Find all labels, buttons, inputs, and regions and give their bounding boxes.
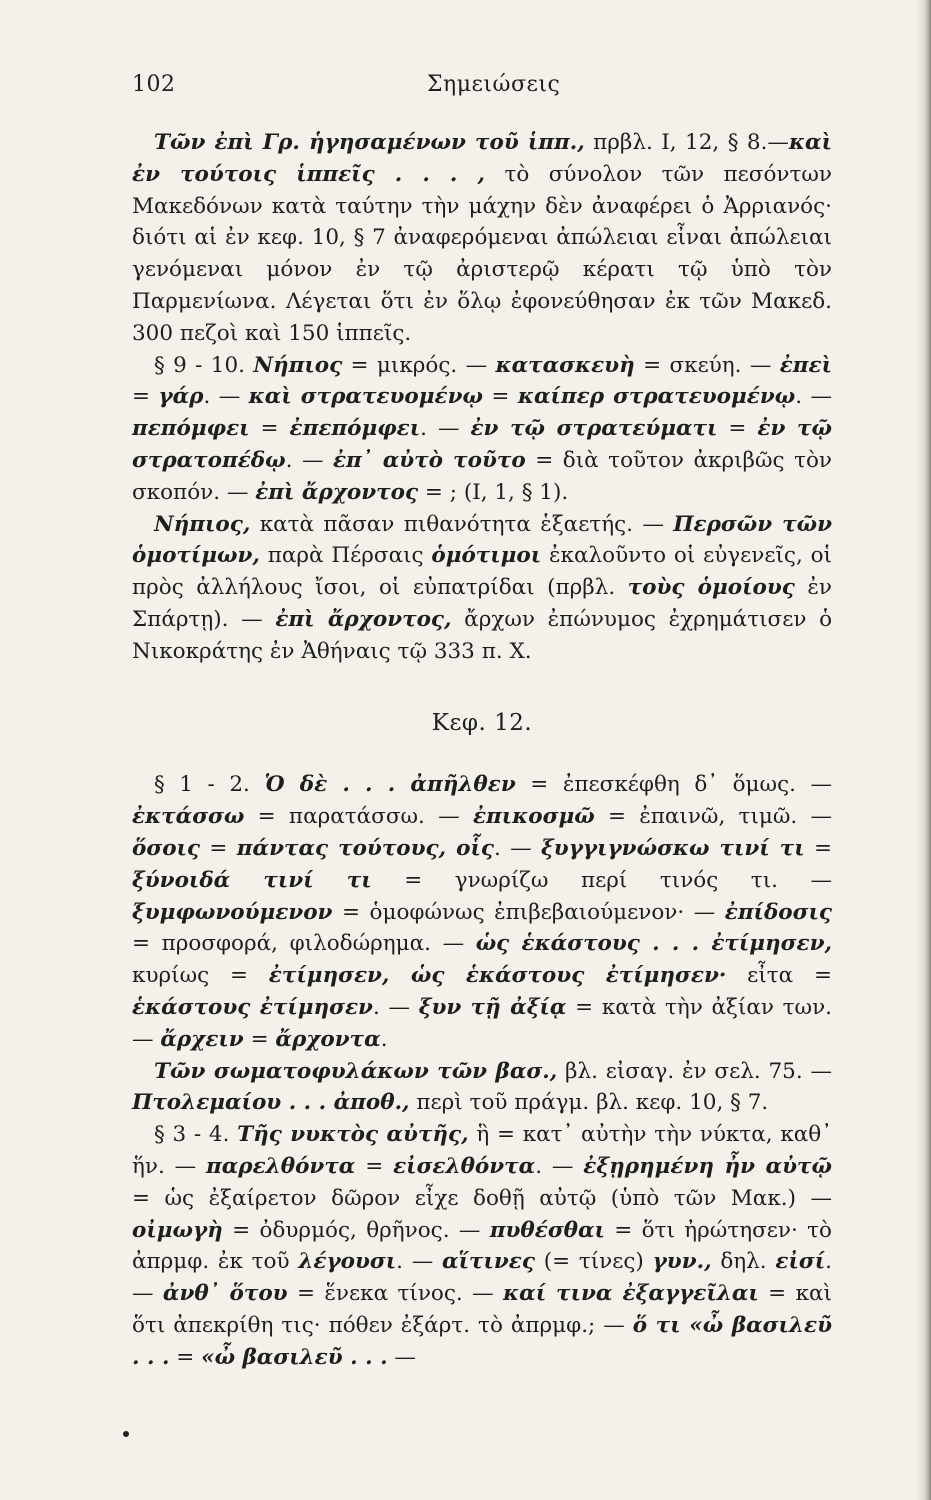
note-text: = bbox=[132, 384, 159, 410]
lemma-term: εἰσελθόντα bbox=[393, 1153, 536, 1179]
note-text: = καὶ ὅτι ἀπεκρίθη τις· πόθεν ἐξάρτ. τὸ ἀπρμφ.; — bbox=[132, 1281, 832, 1338]
note-text: = bbox=[482, 384, 518, 410]
lemma-term: καίπερ στρατευομένῳ bbox=[517, 384, 796, 410]
lemma-term: ἄρχειν bbox=[160, 1026, 244, 1052]
note-text: . — bbox=[203, 384, 249, 410]
lemma-term: ἑκάστους ἐτίμησεν bbox=[132, 994, 373, 1020]
lemma-term: ὅσοις bbox=[132, 835, 201, 861]
lemma-term: εἰσί bbox=[775, 1249, 826, 1275]
lemma-term: ξυμφωνούμενον bbox=[132, 899, 333, 925]
lemma-term: Νήπιος, bbox=[154, 511, 251, 537]
note-text: = ἐπεσκέφθη δ᾿ ὅμως. — bbox=[515, 772, 832, 798]
note-text: . — bbox=[285, 447, 333, 473]
note-text: § 1 - 2. bbox=[154, 772, 265, 798]
note-text: εἶτα = bbox=[726, 963, 832, 989]
note-text: = ; (I, 1, § 1). bbox=[418, 479, 569, 505]
note-text: . — bbox=[535, 1153, 584, 1179]
lemma-term: ἐπὶ ἄρχοντος, bbox=[275, 606, 452, 632]
note-text: . bbox=[380, 1026, 388, 1052]
lemma-term: ξυγγιγνώσκω τινί τι bbox=[541, 835, 805, 861]
lemma-term: Περσῶν τῶν ὁμοτίμων, bbox=[132, 511, 833, 569]
lemma-term: «ὦ βασιλεῦ . . . bbox=[201, 1344, 388, 1370]
note-text: = ὀδυρμός, θρῆνος. — bbox=[222, 1217, 490, 1243]
note-text: — bbox=[387, 1344, 416, 1370]
note-text: ἣ = κατ᾿ αὐτὴν τὴν νύκτα, καθ᾿ ἥν. — bbox=[132, 1122, 833, 1179]
note-text: = bbox=[804, 835, 832, 861]
lemma-term: καὶ στρατευομένῳ bbox=[248, 384, 483, 410]
lemma-term: ἐπεὶ bbox=[779, 352, 832, 378]
lemma-term: πεπόμφει bbox=[132, 416, 250, 442]
note-text: τὸ σύνολον τῶν πεσόντων Μακεδόνων κατὰ ταύτην τὴν μάχην δὲν ἀναφέρει ὁ Ἀρριανός· διότι αἱ ἐν κεφ. 10, § 7 ἀναφερόμεναι ἀπώλειαι εἶναι ἀπώλειαι γενόμεναι μόνον ἐν τῷ ἀριστερῷ κέρατι τῷ ὑπὸ τὸν Παρμενίωνα. Λέγεται ὅτι ἐν ὅλῳ ἐφονεύθησαν ἐκ τῶν Μακεδ. 300 πεζοὶ καὶ 150 ἱππεῖς. bbox=[132, 161, 832, 346]
note-text: = προσφορά, φιλοδώρημα. — bbox=[132, 931, 476, 957]
page-edge bbox=[917, 0, 931, 1500]
lemma-term: Τῆς νυκτὸς αὐτῆς, bbox=[237, 1122, 469, 1148]
note-text: = ὁμοφώνως ἐπιβεβαιούμενον· — bbox=[332, 899, 725, 925]
lemma-term: Νήπιος bbox=[253, 352, 343, 378]
note-text: παρὰ Πέρσαις bbox=[259, 543, 432, 569]
note-text: = διὰ τοῦτον ἀκριβῶς τὸν σκοπόν. — bbox=[132, 447, 832, 505]
lemma-term: Πτολεμαίου . . . ἀποθ., bbox=[132, 1090, 410, 1116]
notes-body bbox=[132, 127, 832, 1373]
note-paragraph bbox=[132, 769, 832, 1055]
ink-dot bbox=[123, 1431, 129, 1437]
note-text: . — bbox=[795, 384, 832, 410]
note-text: = ὅτι ἠρώτησεν· τὸ ἀπρμφ. ἐκ τοῦ bbox=[132, 1217, 832, 1275]
note-text: = bbox=[717, 416, 758, 442]
note-text: . — bbox=[493, 835, 542, 861]
lemma-term: γυν., bbox=[652, 1249, 712, 1275]
note-text: = bbox=[243, 1026, 276, 1052]
note-text: = μικρός. — bbox=[342, 352, 496, 378]
note-text: § 9 - 10. bbox=[154, 352, 254, 378]
page-header bbox=[132, 72, 832, 104]
note-text: = ἐπαινῶ, τιμῶ. — bbox=[594, 804, 832, 830]
lemma-term: οἰμωγὴ bbox=[132, 1217, 223, 1243]
note-text: = bbox=[249, 416, 290, 442]
lemma-term: ἐπ᾿ αὐτὸ τοῦτο bbox=[332, 447, 526, 473]
note-text: πρβλ. I, 12, § 8.— bbox=[584, 130, 789, 155]
note-text: = γνωρίζω περί τινός τι. — bbox=[371, 867, 833, 893]
note-paragraph bbox=[132, 1056, 832, 1120]
note-paragraph bbox=[132, 350, 832, 509]
lemma-term: ἐτίμησεν, ὡς ἑκάστους ἐτίμησεν· bbox=[268, 963, 727, 989]
lemma-term: ἐκτάσσω bbox=[132, 804, 245, 830]
note-text: . — bbox=[132, 1249, 832, 1307]
lemma-term: Τῶν ἐπὶ Γρ. ἡγησαμένων τοῦ ἱππ., bbox=[154, 130, 585, 155]
lemma-term: ἀνθ᾿ ὅτου bbox=[162, 1281, 288, 1307]
note-text: . — bbox=[396, 1249, 443, 1275]
running-title: Σημειώσεις bbox=[427, 72, 561, 97]
note-text: κατὰ πᾶσαν πιθανότητα ἑξαετής. — bbox=[250, 511, 674, 537]
note-paragraph bbox=[132, 1119, 832, 1373]
lemma-term: πάντας τούτους, οἷς bbox=[236, 835, 494, 861]
note-text: § 3 - 4. bbox=[154, 1122, 238, 1148]
lemma-term: τοὺς ὁμοίους bbox=[627, 575, 795, 601]
note-paragraph bbox=[132, 127, 832, 350]
note-text: = ὡς ἐξαίρετον δῶρον εἶχε δοθῇ αὐτῷ (ὑπὸ τῶν Μακ.) — bbox=[132, 1185, 832, 1211]
note-text: = bbox=[355, 1153, 394, 1179]
lemma-term: αἵτινες bbox=[442, 1249, 535, 1275]
lemma-term: ἐπίδοσις bbox=[724, 899, 832, 925]
lemma-term: ὡς ἑκάστους . . . ἐτίμησεν, bbox=[475, 931, 832, 957]
note-text: = σκεύη. — bbox=[634, 352, 780, 378]
note-text: = κατὰ τὴν ἀξίαν των. — bbox=[132, 994, 832, 1052]
lemma-term: λέγουσι bbox=[298, 1249, 397, 1275]
lemma-term: ξύνοιδά τινί τι bbox=[132, 867, 372, 893]
note-paragraph bbox=[132, 509, 832, 668]
note-text: . — bbox=[372, 994, 419, 1020]
lemma-term: ἄρχοντα bbox=[275, 1026, 381, 1052]
note-text: περὶ τοῦ πράγμ. βλ. κεφ. 10, § 7. bbox=[409, 1090, 769, 1116]
lemma-term: Τῶν σωματοφυλάκων τῶν βασ., bbox=[154, 1058, 558, 1084]
lemma-term: ἐν τῷ στρατοπέδῳ bbox=[132, 416, 832, 473]
note-text: (= τίνες) bbox=[534, 1249, 653, 1275]
lemma-term: ξυν τῇ ἀξίᾳ bbox=[418, 994, 567, 1020]
note-text: ἐκαλοῦντο οἱ εὐγενεῖς, οἱ πρὸς ἀλλήλους ἴσοι, οἱ εὐπατρίδαι (πρβλ. bbox=[132, 543, 832, 601]
lemma-term: καί τινα ἐξαγγεῖλαι bbox=[503, 1281, 759, 1307]
lemma-term: καὶ ἐν τούτοις ἱππεῖς . . . , bbox=[132, 130, 832, 187]
lemma-term: πυθέσθαι bbox=[489, 1217, 605, 1243]
note-text: δηλ. bbox=[711, 1249, 776, 1275]
lemma-term: παρελθόντα bbox=[206, 1153, 356, 1179]
lemma-term: κατασκευὴ bbox=[495, 352, 635, 378]
note-text: = παρατάσσω. — bbox=[244, 804, 473, 830]
lemma-term: ἐν τῷ στρατεύματι bbox=[470, 416, 718, 442]
lemma-term: ὁμότιμοι bbox=[431, 543, 542, 569]
lemma-term: γάρ bbox=[158, 384, 204, 410]
chapter-heading: Κεφ. 12. bbox=[431, 709, 533, 736]
note-text: ἐν Σπάρτῃ). — bbox=[132, 575, 832, 632]
note-text: ἄρχων ἐπώνυμος ἐχρημάτισεν ὁ Νικοκράτης ἐν Ἀθήναις τῷ 333 π. Χ. bbox=[132, 606, 833, 664]
lemma-term: ἐπικοσμῶ bbox=[472, 804, 595, 830]
lemma-term: ἐξῃρημένη ἦν αὐτῷ bbox=[583, 1153, 832, 1179]
lemma-term: ἐπὶ ἄρχοντος bbox=[255, 479, 419, 505]
lemma-term: Ὁ δὲ . . . ἀπῆλθεν bbox=[264, 772, 516, 798]
lemma-term: ἐπεπόμφει bbox=[289, 416, 421, 442]
page-number: 102 bbox=[132, 72, 176, 97]
lemma-term: ὅ τι «ὦ βασιλεῦ . . . bbox=[132, 1312, 832, 1370]
note-text: = bbox=[200, 835, 237, 861]
note-text: κυρίως = bbox=[132, 963, 269, 989]
note-text: βλ. εἰσαγ. ἐν σελ. 75. — bbox=[557, 1058, 833, 1084]
note-text: . — bbox=[420, 416, 471, 442]
note-text: = ἕνεκα τίνος. — bbox=[287, 1281, 504, 1307]
note-text: = bbox=[169, 1344, 202, 1370]
